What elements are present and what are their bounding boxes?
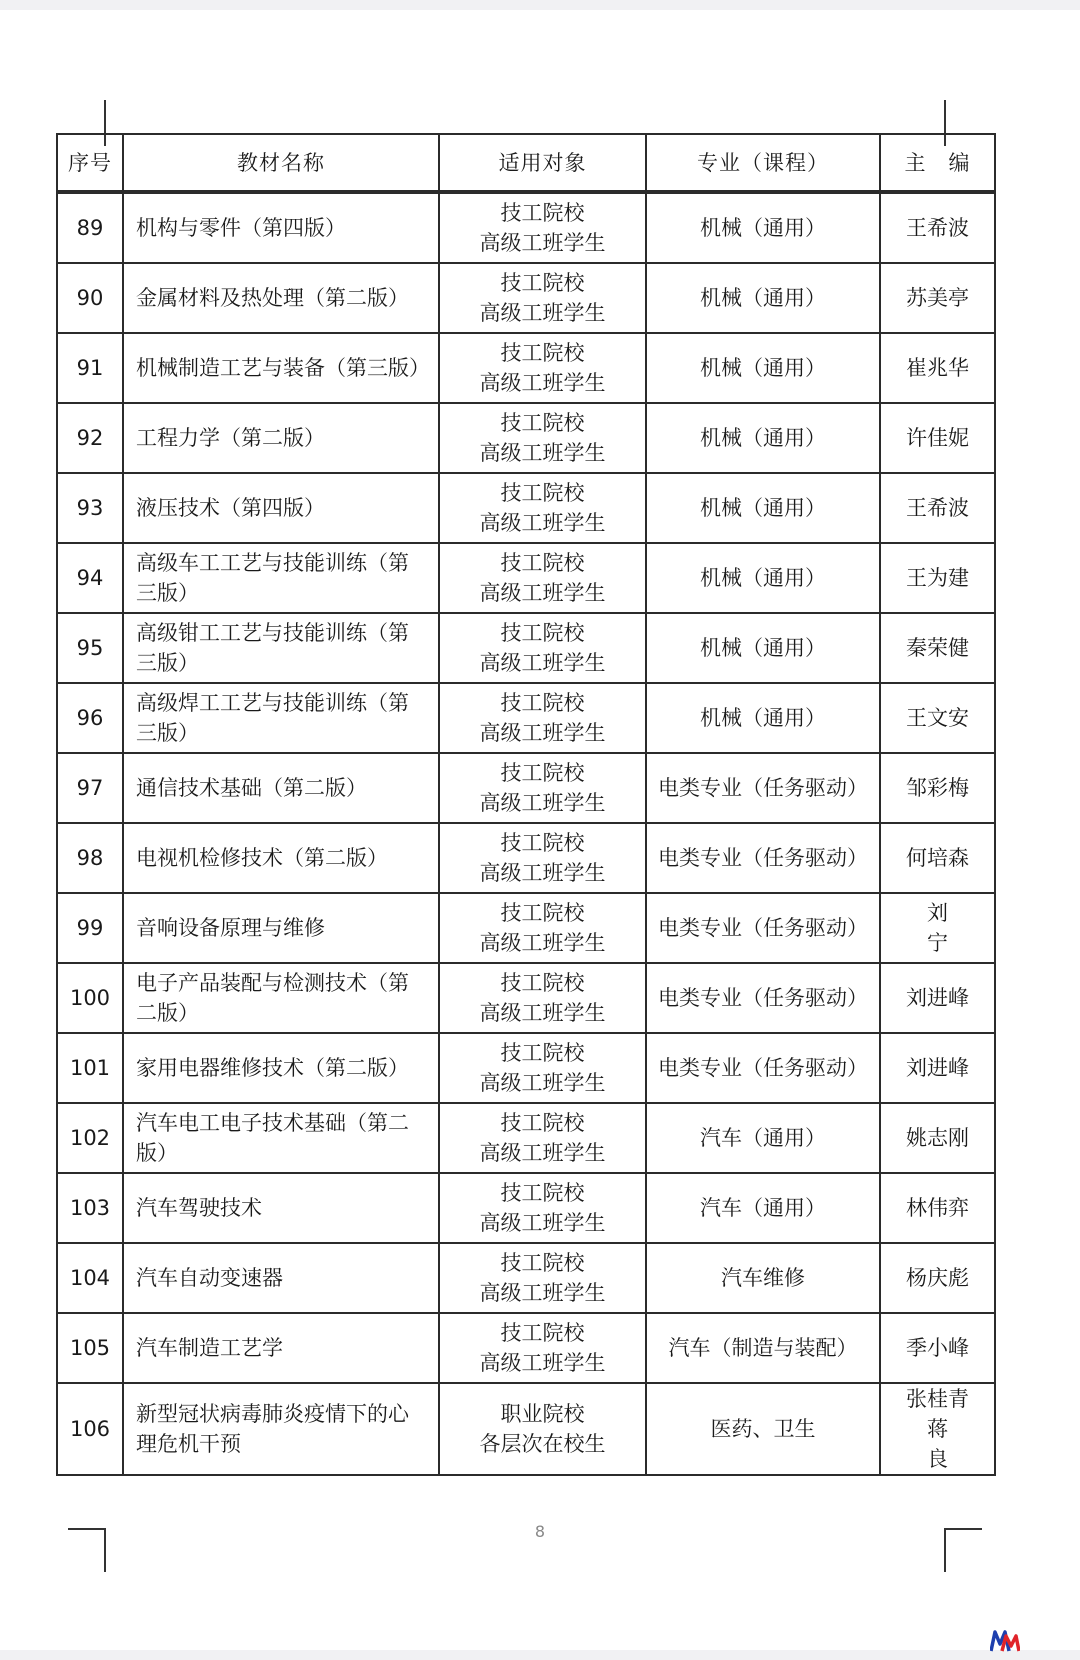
audience-cell (439, 473, 646, 543)
seq-cell: 94 (57, 543, 123, 613)
seq-cell: 105 (57, 1313, 123, 1383)
header-editor: 主 编 (880, 134, 995, 192)
audience-line-1: 技工院校 (500, 1181, 585, 1205)
audience-line-2: 高级工班学生 (479, 301, 606, 325)
editor-name: 姚志刚 (906, 1126, 969, 1150)
title-cell: 家用电器维修技术（第二版） (123, 1033, 439, 1103)
table-row (57, 823, 995, 893)
title-cell: 高级车工工艺与技能训练（第三版） (123, 543, 439, 613)
audience-line-1: 技工院校 (500, 761, 585, 785)
audience-cell (439, 1383, 646, 1475)
title-cell: 高级焊工工艺与技能训练（第三版） (123, 683, 439, 753)
audience-line-2: 高级工班学生 (479, 371, 606, 395)
editor-cell (880, 473, 995, 543)
title-cell: 机械制造工艺与装备（第三版） (123, 333, 439, 403)
audience-line-2: 高级工班学生 (479, 861, 606, 885)
header-title: 教材名称 (123, 134, 439, 192)
table-row (57, 1103, 995, 1173)
editor-cell (880, 1243, 995, 1313)
header-major: 专业（课程） (646, 134, 880, 192)
seq-cell: 96 (57, 683, 123, 753)
table-header (57, 134, 995, 192)
table-row (57, 613, 995, 683)
title-cell: 汽车制造工艺学 (123, 1313, 439, 1383)
editor-name: 苏美亭 (906, 286, 969, 310)
title-cell: 通信技术基础（第二版） (123, 753, 439, 823)
major-cell: 汽车（通用） (646, 1103, 880, 1173)
audience-cell (439, 1313, 646, 1383)
audience-line-1: 技工院校 (500, 1041, 585, 1065)
audience-cell (439, 1033, 646, 1103)
editor-name: 许佳妮 (906, 426, 969, 450)
title-cell: 新型冠状病毒肺炎疫情下的心理危机干预 (123, 1383, 439, 1475)
editor-cell (880, 192, 995, 263)
audience-line-2: 高级工班学生 (479, 511, 606, 535)
seq-cell: 92 (57, 403, 123, 473)
audience-line-1: 技工院校 (500, 201, 585, 225)
page-number: 8 (534, 1522, 546, 1541)
major-cell: 医药、卫生 (646, 1383, 880, 1475)
table-row (57, 543, 995, 613)
audience-line-2: 高级工班学生 (479, 791, 606, 815)
audience-line-2: 高级工班学生 (479, 931, 606, 955)
watermark-logo (990, 1630, 1020, 1652)
major-cell: 机械（通用） (646, 683, 880, 753)
seq-cell: 95 (57, 613, 123, 683)
editor-name: 何培森 (906, 846, 969, 870)
seq-cell: 97 (57, 753, 123, 823)
editor-name: 刘进峰 (906, 986, 969, 1010)
table-row (57, 473, 995, 543)
editor-name: 王为建 (906, 566, 969, 590)
table-row (57, 963, 995, 1033)
header-row (57, 134, 995, 192)
editor-line-1: 张桂青 (906, 1387, 969, 1411)
table-row (57, 753, 995, 823)
audience-line-1: 技工院校 (500, 831, 585, 855)
major-cell: 机械（通用） (646, 473, 880, 543)
audience-cell (439, 192, 646, 263)
audience-line-2: 高级工班学生 (479, 441, 606, 465)
editor-name: 刘进峰 (906, 1056, 969, 1080)
editor-name: 崔兆华 (906, 356, 969, 380)
table-row (57, 1243, 995, 1313)
audience-line-2: 高级工班学生 (479, 1351, 606, 1375)
editor-name: 刘宁 (927, 901, 972, 955)
audience-line-1: 技工院校 (500, 411, 585, 435)
editor-name: 杨庆彪 (906, 1266, 969, 1290)
title-cell: 音响设备原理与维修 (123, 893, 439, 963)
editor-line-2: 蒋良 (927, 1417, 972, 1471)
editor-cell (880, 1033, 995, 1103)
audience-cell (439, 893, 646, 963)
major-cell: 电类专业（任务驱动） (646, 823, 880, 893)
audience-line-1: 职业院校 (500, 1402, 585, 1426)
audience-cell (439, 1173, 646, 1243)
major-cell: 机械（通用） (646, 543, 880, 613)
table-row (57, 893, 995, 963)
audience-cell (439, 613, 646, 683)
editor-cell (880, 403, 995, 473)
editor-cell (880, 683, 995, 753)
audience-line-2: 高级工班学生 (479, 721, 606, 745)
seq-cell: 89 (57, 192, 123, 263)
major-cell: 机械（通用） (646, 192, 880, 263)
editor-cell (880, 963, 995, 1033)
editor-cell (880, 263, 995, 333)
major-cell: 机械（通用） (646, 403, 880, 473)
audience-cell (439, 1103, 646, 1173)
major-cell: 机械（通用） (646, 333, 880, 403)
audience-line-1: 技工院校 (500, 341, 585, 365)
editor-name: 王希波 (906, 496, 969, 520)
table-row (57, 1383, 995, 1475)
editor-name: 季小峰 (906, 1336, 969, 1360)
major-cell: 汽车（通用） (646, 1173, 880, 1243)
table-body (57, 192, 995, 1475)
header-audience: 适用对象 (439, 134, 646, 192)
audience-line-1: 技工院校 (500, 901, 585, 925)
audience-line-1: 技工院校 (500, 551, 585, 575)
audience-cell (439, 963, 646, 1033)
editor-name: 邹彩梅 (906, 776, 969, 800)
title-cell: 工程力学（第二版） (123, 403, 439, 473)
editor-cell (880, 1313, 995, 1383)
editor-name: 林伟弈 (906, 1196, 969, 1220)
major-cell: 电类专业（任务驱动） (646, 1033, 880, 1103)
seq-cell: 98 (57, 823, 123, 893)
header-seq: 序号 (57, 134, 123, 192)
major-cell: 机械（通用） (646, 263, 880, 333)
audience-line-2: 各层次在校生 (479, 1432, 606, 1456)
editor-name: 王文安 (906, 706, 969, 730)
audience-line-1: 技工院校 (500, 271, 585, 295)
title-cell: 汽车自动变速器 (123, 1243, 439, 1313)
audience-cell (439, 683, 646, 753)
title-cell: 液压技术（第四版） (123, 473, 439, 543)
table-row (57, 333, 995, 403)
seq-cell: 91 (57, 333, 123, 403)
audience-cell (439, 403, 646, 473)
table-row (57, 263, 995, 333)
editor-cell (880, 1383, 995, 1475)
editor-cell (880, 543, 995, 613)
major-cell: 电类专业（任务驱动） (646, 963, 880, 1033)
audience-line-2: 高级工班学生 (479, 581, 606, 605)
audience-line-1: 技工院校 (500, 1251, 585, 1275)
table-row (57, 403, 995, 473)
editor-cell (880, 1173, 995, 1243)
editor-cell (880, 333, 995, 403)
editor-cell (880, 753, 995, 823)
audience-cell (439, 263, 646, 333)
audience-cell (439, 543, 646, 613)
audience-line-2: 高级工班学生 (479, 1001, 606, 1025)
audience-cell (439, 823, 646, 893)
table-row (57, 1173, 995, 1243)
editor-name: 秦荣健 (906, 636, 969, 660)
audience-cell (439, 753, 646, 823)
table-row (57, 1033, 995, 1103)
audience-line-1: 技工院校 (500, 1111, 585, 1135)
table-row (57, 683, 995, 753)
seq-cell: 99 (57, 893, 123, 963)
editor-cell (880, 893, 995, 963)
major-cell: 电类专业（任务驱动） (646, 753, 880, 823)
audience-line-1: 技工院校 (500, 1321, 585, 1345)
audience-line-1: 技工院校 (500, 481, 585, 505)
seq-cell: 102 (57, 1103, 123, 1173)
audience-line-2: 高级工班学生 (479, 1071, 606, 1095)
seq-cell: 90 (57, 263, 123, 333)
major-cell: 汽车维修 (646, 1243, 880, 1313)
seq-cell: 104 (57, 1243, 123, 1313)
table-row (57, 1313, 995, 1383)
audience-line-1: 技工院校 (500, 691, 585, 715)
audience-line-1: 技工院校 (500, 971, 585, 995)
title-cell: 金属材料及热处理（第二版） (123, 263, 439, 333)
title-cell: 汽车电工电子技术基础（第二版） (123, 1103, 439, 1173)
major-cell: 机械（通用） (646, 613, 880, 683)
major-cell: 汽车（制造与装配） (646, 1313, 880, 1383)
audience-line-2: 高级工班学生 (479, 1141, 606, 1165)
title-cell: 高级钳工工艺与技能训练（第三版） (123, 613, 439, 683)
audience-line-2: 高级工班学生 (479, 1211, 606, 1235)
audience-cell (439, 1243, 646, 1313)
seq-cell: 100 (57, 963, 123, 1033)
table-row (57, 192, 995, 263)
major-cell: 电类专业（任务驱动） (646, 893, 880, 963)
editor-cell (880, 1103, 995, 1173)
audience-line-2: 高级工班学生 (479, 231, 606, 255)
editor-name: 王希波 (906, 216, 969, 240)
audience-line-2: 高级工班学生 (479, 1281, 606, 1305)
audience-line-2: 高级工班学生 (479, 651, 606, 675)
seq-cell: 93 (57, 473, 123, 543)
title-cell: 电视机检修技术（第二版） (123, 823, 439, 893)
editor-cell (880, 823, 995, 893)
textbook-table (56, 133, 996, 1476)
audience-line-1: 技工院校 (500, 621, 585, 645)
seq-cell: 101 (57, 1033, 123, 1103)
audience-cell (439, 333, 646, 403)
title-cell: 机构与零件（第四版） (123, 192, 439, 263)
seq-cell: 103 (57, 1173, 123, 1243)
seq-cell: 106 (57, 1383, 123, 1475)
title-cell: 电子产品装配与检测技术（第二版） (123, 963, 439, 1033)
title-cell: 汽车驾驶技术 (123, 1173, 439, 1243)
editor-cell (880, 613, 995, 683)
